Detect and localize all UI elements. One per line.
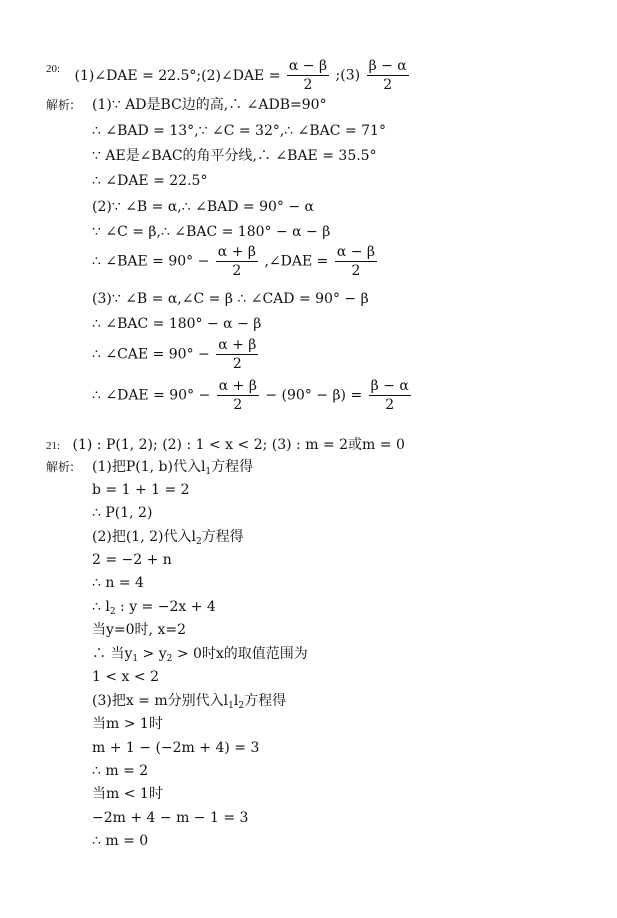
q20-step-11-text-b: − (90° − β) =	[265, 387, 363, 404]
fraction-numerator: α − β	[336, 244, 375, 260]
subscript: 2	[109, 607, 116, 617]
fraction-numerator: β − α	[370, 378, 409, 394]
q21-step-9-text-b: > y	[138, 646, 167, 662]
q20-step-11	[92, 378, 413, 413]
q20-answer-fraction-1	[287, 58, 329, 93]
q20-answer-text-b: ;(3)	[335, 67, 361, 84]
q20-step-7-fraction-1	[216, 244, 258, 279]
q20-answer-line	[46, 58, 411, 93]
q20-solution-label: 解析:	[46, 98, 75, 112]
q20-step-1: (1)∵ AD是BC边的高,∴ ∠ADB=90°	[92, 97, 327, 113]
q21-step-17: ∴ m = 0	[92, 833, 149, 849]
q21-step-8: 当y=0时, x=2	[92, 622, 186, 638]
q20-step-7-text-b: ,∠DAE =	[264, 253, 329, 270]
q20-step-10-fraction	[216, 337, 258, 372]
q21-step-11-text-a: (3)把x = m分别代入l	[92, 693, 229, 709]
fraction-numerator: α + β	[218, 337, 257, 353]
q21-step-9-text-c: > 0时x的取值范围为	[172, 646, 308, 662]
q21-step-6: ∴ n = 4	[92, 575, 144, 591]
subscript: 2	[166, 654, 173, 664]
q20-number: 20:	[46, 62, 61, 75]
q21-number: 21:	[46, 440, 61, 452]
fraction-numerator: α + β	[218, 378, 257, 394]
q21-solution-label-line	[46, 458, 254, 477]
fraction-denominator: 2	[303, 77, 313, 93]
q21-step-4-text-b: 方程得	[201, 529, 244, 545]
fraction-denominator: 2	[233, 397, 243, 413]
q21-step-1-text-b: 方程得	[211, 459, 254, 475]
q21-step-3: ∴ P(1, 2)	[92, 505, 153, 521]
q21-step-1	[92, 458, 253, 481]
q20-step-7-text-a: ∴ ∠BAE = 90° −	[92, 253, 210, 270]
fraction-denominator: 2	[232, 356, 242, 372]
q21-answer-line	[46, 436, 405, 455]
q21-step-14: ∴ m = 2	[92, 763, 149, 779]
subscript: 2	[238, 701, 245, 711]
q21-step-5: 2 = −2 + n	[92, 552, 172, 568]
q21-step-4	[92, 528, 244, 551]
subscript: 2	[195, 537, 202, 547]
q21-step-11-text-b: l	[233, 693, 239, 709]
q21-step-11	[92, 692, 286, 715]
q20-step-9: ∴ ∠BAC = 180° − α − β	[92, 316, 262, 332]
q21-step-9	[92, 645, 308, 668]
fraction-denominator: 2	[232, 263, 242, 279]
q20-step-10	[92, 337, 260, 372]
fraction-numerator: β − α	[368, 58, 407, 74]
q21-step-16: −2m + 4 − m − 1 = 3	[92, 810, 249, 826]
q21-step-11-text-c: 方程得	[244, 693, 287, 709]
q20-answer-fraction-2	[367, 58, 409, 93]
q20-step-6: ∵ ∠C = β,∴ ∠BAC = 180° − α − β	[92, 224, 331, 240]
q20-step-10-text: ∴ ∠CAE = 90° −	[92, 346, 210, 363]
q21-step-15: 当m < 1时	[92, 786, 163, 802]
q21-step-2: b = 1 + 1 = 2	[92, 482, 190, 498]
q21-answer-text: (1) : P(1, 2); (2) : 1 < x < 2; (3) : m = 2或m = 0	[72, 437, 405, 453]
q21-step-10: 1 < x < 2	[92, 669, 159, 685]
q21-step-7-text-b: : y = −2x + 4	[115, 599, 216, 615]
fraction-denominator: 2	[383, 77, 393, 93]
q21-step-9-text-a: ∴ 当y	[92, 646, 133, 662]
q20-step-4: ∴ ∠DAE = 22.5°	[92, 173, 208, 189]
q20-step-7-fraction-2	[335, 244, 377, 279]
q21-step-7	[92, 598, 216, 621]
q21-step-12: 当m > 1时	[92, 716, 163, 732]
subscript: 1	[228, 701, 234, 711]
q21-step-13: m + 1 − (−2m + 4) = 3	[92, 740, 260, 756]
q21-step-4-text-a: (2)把(1, 2)代入l	[92, 529, 196, 545]
fraction-numerator: α + β	[217, 244, 256, 260]
q20-answer-text-a: (1)∠DAE = 22.5°;(2)∠DAE =	[74, 67, 281, 84]
q20-step-8: (3)∵ ∠B = α,∠C = β ∴ ∠CAD = 90° − β	[92, 291, 369, 307]
subscript: 1	[205, 467, 212, 477]
fraction-denominator: 2	[351, 263, 361, 279]
q20-solution-label-line	[46, 96, 327, 114]
q20-step-7	[92, 244, 379, 279]
q21-step-1-text-a: (1)把P(1, b)代入l	[92, 459, 206, 475]
q20-step-2: ∴ ∠BAD = 13°,∵ ∠C = 32°,∴ ∠BAC = 71°	[92, 123, 386, 139]
q21-step-7-text-a: ∴ l	[92, 599, 110, 615]
q20-step-11-text-a: ∴ ∠DAE = 90° −	[92, 387, 211, 404]
fraction-denominator: 2	[385, 397, 395, 413]
q20-step-11-fraction-1	[217, 378, 259, 413]
fraction-numerator: α − β	[288, 58, 328, 74]
q20-step-3: ∵ AE是∠BAC的角平分线,∴ ∠BAE = 35.5°	[92, 148, 377, 164]
q20-step-5: (2)∵ ∠B = α,∴ ∠BAD = 90° − α	[92, 199, 314, 215]
subscript: 1	[132, 654, 139, 664]
q21-solution-label: 解析:	[46, 460, 75, 474]
q20-step-11-fraction-2	[369, 378, 411, 413]
